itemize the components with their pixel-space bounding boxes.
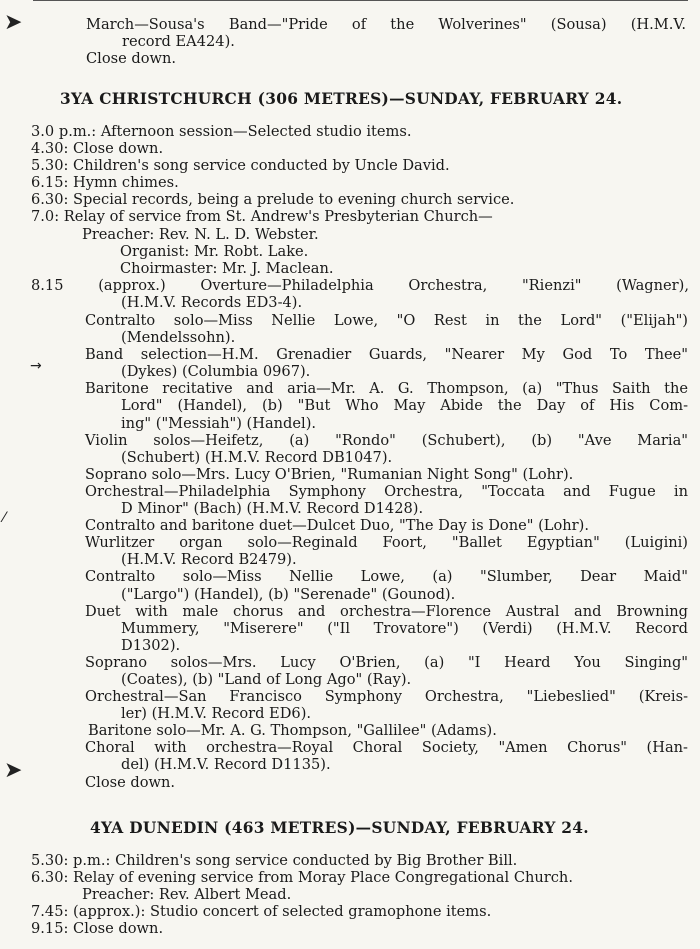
programme-line: Band selection—H.M. Grenadier Guards, "Nearer My God To Thee" (85, 346, 688, 364)
margin-mark-icon: → (30, 358, 42, 374)
programme-line: Contralto and baritone duet—Dulcet Duo, "The Day is Done" (Lohr). (85, 517, 589, 535)
schedule-line: Choirmaster: Mr. J. Maclean. (120, 259, 334, 277)
continuation-block (86, 16, 686, 67)
programme-line: Lord" (Handel), (b) "But Who May Abide the Day of His Com- (121, 397, 688, 415)
schedule-line: 5.30: Children's song service conducted by Uncle David. (31, 157, 450, 175)
programme-line: (Schubert) (H.M.V. Record DB1047). (121, 448, 393, 466)
programme-line: Wurlitzer organ solo—Reginald Foort, "Ballet Egyptian" (Luigini) (85, 534, 688, 552)
schedule-line: 7.45: (approx.): Studio concert of selected gramophone items. (31, 903, 492, 921)
programme-line: (Mendelssohn). (121, 329, 236, 347)
programme-line: Mummery, "Miserere" ("Il Trovatore") (Verdi) (H.M.V. Record (121, 619, 688, 637)
margin-mark-icon: ⁄ (3, 510, 6, 526)
schedule-line: 3.0 p.m.: Afternoon session—Selected studio items. (31, 123, 412, 140)
schedule-3ya (31, 123, 691, 311)
schedule-line: 5.30: p.m.: Children's song service conducted by Big Brother Bill. (31, 852, 518, 869)
margin-mark-icon: ➤ (4, 10, 23, 35)
programme-line: (Dykes) (Columbia 0967). (121, 363, 311, 381)
programme-line: Violin solos—Heifetz, (a) "Rondo" (Schubert), (b) "Ave Maria" (85, 431, 688, 449)
schedule-line: Organist: Mr. Robt. Lake. (120, 242, 309, 260)
schedule-line: 9.15: Close down. (31, 920, 164, 938)
programme-line: Duet with male chorus and orchestra—Florence Austral and Browning (85, 602, 688, 620)
programme-line: Choral with orchestra—Royal Choral Society, "Amen Chorus" (Han- (85, 739, 688, 757)
programme-line: Contralto solo—Miss Nellie Lowe, "O Rest in the Lord" ("Elijah") (85, 312, 688, 329)
programme-line: Baritone solo—Mr. A. G. Thompson, "Gallilee" (Adams). (88, 722, 497, 740)
programme-line: ("Largo") (Handel), (b) "Serenade" (Gounod). (121, 585, 456, 603)
station-heading-4ya: 4YA DUNEDIN (463 METRES)—SUNDAY, FEBRUARY 24. (90, 819, 589, 837)
schedule-line: 4.30: Close down. (31, 140, 164, 158)
margin-mark-icon: ➤ (4, 758, 23, 783)
programme-line: Soprano solos—Mrs. Lucy O'Brien, (a) "I Heard You Singing" (85, 653, 688, 671)
programme-line: Close down. (85, 773, 176, 791)
schedule-line: 7.0: Relay of service from St. Andrew's Presbyterian Church— (31, 208, 493, 226)
programme-line: D1302). (121, 636, 181, 654)
schedule-line: 6.30: Relay of evening service from Moray Place Congregational Church. (31, 869, 573, 887)
programme-line: Baritone recitative and aria—Mr. A. G. Thompson, (a) "Thus Saith the (85, 380, 688, 398)
programme-line: Orchestral—San Francisco Symphony Orchestra, "Liebeslied" (Kreis- (85, 688, 688, 706)
programme-line: ler) (H.M.V. Record ED6). (121, 705, 312, 723)
station-heading-3ya: 3YA CHRISTCHURCH (306 METRES)—SUNDAY, FEBRUARY 24. (60, 90, 623, 108)
schedule-line: Preacher: Rev. N. L. D. Webster. (82, 225, 319, 243)
schedule-line: (H.M.V. Records ED3-4). (121, 293, 303, 311)
programme-line: Orchestral—Philadelphia Symphony Orchestra, "Toccata and Fugue in (85, 482, 688, 500)
schedule-line: Preacher: Rev. Albert Mead. (82, 886, 292, 904)
text-line: March—Sousa's Band—"Pride of the Wolverines" (Sousa) (H.M.V. (86, 16, 686, 33)
schedule-4ya (31, 852, 691, 937)
schedule-line: 6.15: Hymn chimes. (31, 174, 179, 192)
text-line: Close down. (86, 50, 177, 68)
programme-line: D Minor" (Bach) (H.M.V. Record D1428). (121, 500, 424, 518)
programme-items (85, 312, 688, 791)
programme-line: (Coates), (b) "Land of Long Ago" (Ray). (121, 670, 412, 688)
programme-line: ing" ("Messiah") (Handel). (121, 414, 317, 432)
programme-line: (H.M.V. Record B2479). (121, 551, 297, 569)
programme-line: del) (H.M.V. Record D1135). (121, 756, 331, 774)
programme-line: Contralto solo—Miss Nellie Lowe, (a) "Slumber, Dear Maid" (85, 568, 688, 586)
text-line: record EA424). (122, 33, 235, 51)
schedule-line: 6.30: Special records, being a prelude to evening church service. (31, 191, 515, 209)
schedule-line: 8.15 (approx.) Overture—Philadelphia Orchestra, "Rienzi" (Wagner), (31, 276, 689, 294)
top-rule (33, 0, 688, 1)
programme-line: Soprano solo—Mrs. Lucy O'Brien, "Rumanian Night Song" (Lohr). (85, 465, 574, 483)
